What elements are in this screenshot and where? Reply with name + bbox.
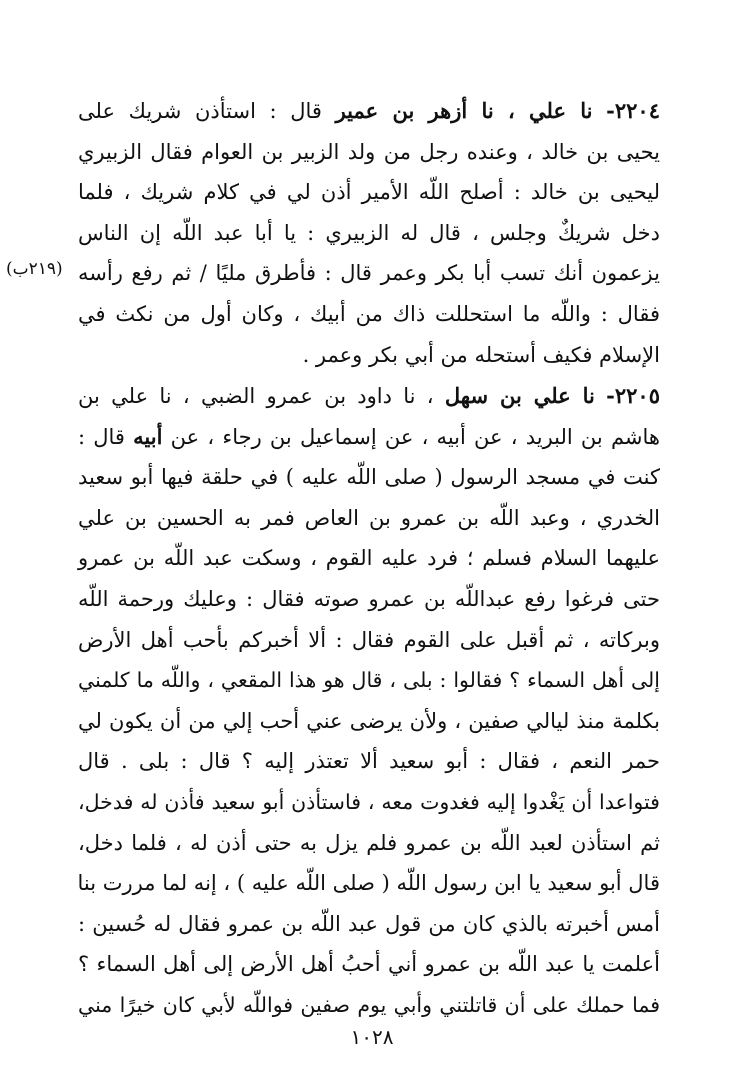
text-line: دخل شريكٌ وجلس ، قال له الزبيري : يا أبا عبد اللّه إن الناس [78,220,660,245]
hadith-2205-lead: نا علي بن سهل [444,383,595,408]
hadith-2205-line-1 [78,376,660,417]
text-line: الخدري ، وعبد اللّه بن عمرو بن العاص فمر به الحسين بن علي [78,505,660,530]
text-line: حتى فرغوا رفع عبداللّه بن عمرو صوته فقال : وعليك ورحمة اللّه [78,586,660,611]
text-line: أمس أخبرته بالذي كان من قول عبد اللّه بن عمرو فقال له حُسين : [78,911,660,936]
hadith-2204-number: ٢٢٠٤- [606,98,660,123]
text-line: ثم استأذن لعبد اللّه بن عمرو فلم يزل به حتى أذن له ، فلما دخل، [78,830,660,855]
hadith-2205-line-1-rest: ، نا داود بن عمرو الضبي ، نا علي بن [78,384,434,408]
text-line: فقال : واللّه ما استحللت ذاك من أبيك ، وكان أول من نكث في [78,301,660,326]
hadith-2204-lead: نا علي ، نا أزهر بن عمير [335,98,593,123]
text-line: يحيى بن خالد ، وعنده رجل من ولد الزبير بن العوام فقال الزبيري [78,139,660,164]
text-line: بكلمة منذ ليالي صفين ، ولأن يرضى عني أحب إلي من أن يكون لي [78,708,660,733]
hadith-2205-number: ٢٢٠٥- [606,383,660,408]
text-line: فما حملك على أن قاتلتني وأبي يوم صفين فواللّه لأبي كان خيرًا مني [78,992,660,1017]
hadith-2204 [78,91,660,375]
text-line: وبركاته ، ثم أقبل على القوم فقال : ألا أخبركم بأحب أهل الأرض [78,627,660,652]
hadith-2205-line-2-b: قال : [78,424,125,449]
text-line: الإسلام فكيف أستحله من أبي بكر وعمر . [302,342,660,367]
text-line: إلى أهل السماء ؟ فقالوا : بلى ، قال هو هذا المقعي ، واللّه ما كلمني [78,668,660,693]
hadith-2204-line-1-rest: قال : استأذن شريك على [78,99,322,123]
text-line: فتواعدا أن يَغْدوا إليه فغدوت معه ، فاستأذن أبو سعيد فأذن له فدخل، [78,789,660,814]
margin-folio-note: (٢١٩ب) [6,259,63,279]
text-line: يزعمون أنك تسب أبا بكر وعمر قال : فأطرق مليًا / ثم رفع رأسه [78,261,660,286]
text-line: كنت في مسجد الرسول ( صلى اللّه عليه ) في حلقة فيها أبو سعيد [78,465,660,490]
text-line: أعلمت يا عبد اللّه بن عمرو أني أحبُ أهل الأرض إلى أهل السماء ؟ [78,952,660,977]
text-line: حمر النعم ، فقال : أبو سعيد ألا تعتذر إليه ؟ قال : بلى . قال [78,749,660,774]
hadith-2205-line-2-bold: أبيه [133,423,163,449]
hadith-2204-line-1 [78,91,660,132]
text-line: قال أبو سعيد يا ابن رسول اللّه ( صلى اللّه عليه ) ، إنه لما مررت بنا [77,871,660,896]
hadith-2205-line-2 [78,417,660,458]
page-number: ١٠٢٨ [350,1025,394,1049]
text-line: عليهما السلام فسلم ؛ فرد عليه القوم ، وسكت عبد اللّه بن عمرو [78,546,660,571]
hadith-2205 [78,376,660,1026]
hadith-2205-line-2-a: هاشم بن البريد ، عن أبيه ، عن إسماعيل بن رجاء ، عن [170,424,660,449]
text-line: ليحيى بن خالد : أصلح اللّه الأمير أذن لي في كلام شريك ، فلما [78,180,660,205]
